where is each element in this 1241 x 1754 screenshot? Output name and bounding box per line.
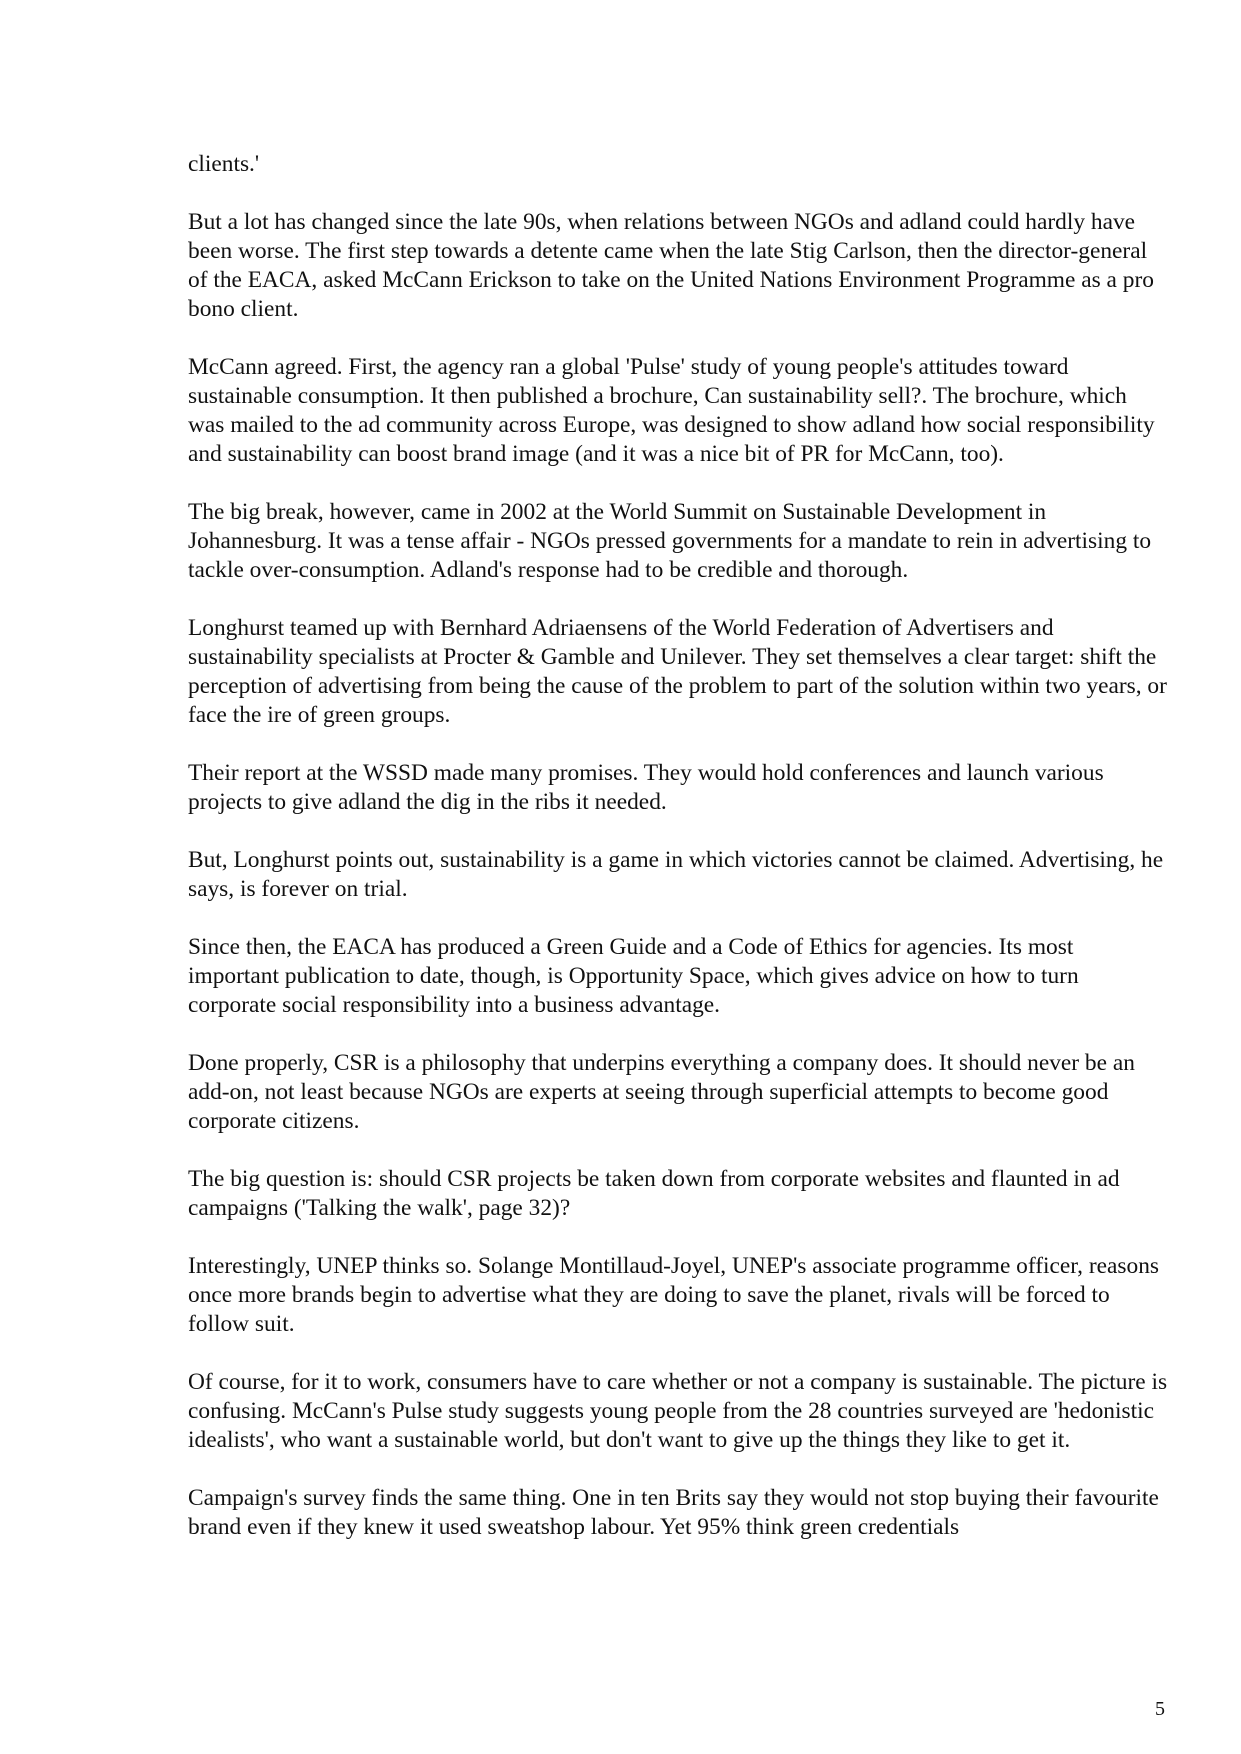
paragraph-11: Interestingly, UNEP thinks so. Solange Montillaud-Joyel, UNEP's associate programme officer, reasons once more brands begin to advertise what they are doing to save the planet, rivals will be forced to follow suit. bbox=[188, 1253, 1159, 1337]
paragraph-4: The big break, however, came in 2002 at the World Summit on Sustainable Development in Johannesburg. It was a tense affair - NGOs pressed governments for a mandate to rein in advertising to tackle over-consumption. Adland's response had to be credible and thorough. bbox=[188, 499, 1152, 583]
paragraph-10: The big question is: should CSR projects be taken down from corporate websites and flaunted in ad campaigns ('Talking the walk', page 32)? bbox=[188, 1166, 1120, 1221]
paragraph-1: clients.' bbox=[188, 151, 260, 177]
paragraph-6: Their report at the WSSD made many promises. They would hold conferences and launch various projects to give adland the dig in the ribs it needed. bbox=[188, 760, 1104, 815]
paragraph-8: Since then, the EACA has produced a Green Guide and a Code of Ethics for agencies. Its most important publication to date, though, is Opportunity Space, which gives advice on how to turn corporate social responsibility into a business advantage. bbox=[188, 934, 1079, 1018]
paragraph-9: Done properly, CSR is a philosophy that underpins everything a company does. It should never be an add-on, not least because NGOs are experts at seeing through superficial attempts to become good corporate citizens. bbox=[188, 1050, 1135, 1134]
paragraph-12: Of course, for it to work, consumers have to care whether or not a company is sustainable. The picture is confusing. McCann's Pulse study suggests young people from the 28 countries surveyed are 'hedonistic idealists', who want a sustainable world, but don't want to give up the things they like to get it. bbox=[188, 1369, 1168, 1453]
paragraph-5: Longhurst teamed up with Bernhard Adriaensens of the World Federation of Advertisers and sustainability specialists at Procter & Gamble and Unilever. They set themselves a clear target: shift the perception of advertising from being the cause of the problem to part of the solution within two years, or face the ire of green groups. bbox=[188, 615, 1167, 728]
paragraph-3: McCann agreed. First, the agency ran a global 'Pulse' study of young people's attitudes toward sustainable consumption. It then published a brochure, Can sustainability sell?. The brochure, which was mailed to the ad community across Europe, was designed to show adland how social responsibility and sustainability can boost brand image (and it was a nice bit of PR for McCann, too). bbox=[188, 354, 1155, 467]
paragraph-2: But a lot has changed since the late 90s, when relations between NGOs and adland could hardly have been worse. The first step towards a detente came when the late Stig Carlson, then the director-general of the EACA, asked McCann Erickson to take on the United Nations Environment Programme as a pro bono client. bbox=[188, 209, 1154, 322]
paragraph-13: Campaign's survey finds the same thing. One in ten Brits say they would not stop buying their favourite brand even if they knew it used sweatshop labour. Yet 95% think green credentials bbox=[188, 1485, 1159, 1540]
page-number: 5 bbox=[1155, 1698, 1165, 1720]
paragraph-7: But, Longhurst points out, sustainability is a game in which victories cannot be claimed. Advertising, he says, is forever on trial. bbox=[188, 847, 1164, 902]
document-body bbox=[188, 150, 1168, 1571]
